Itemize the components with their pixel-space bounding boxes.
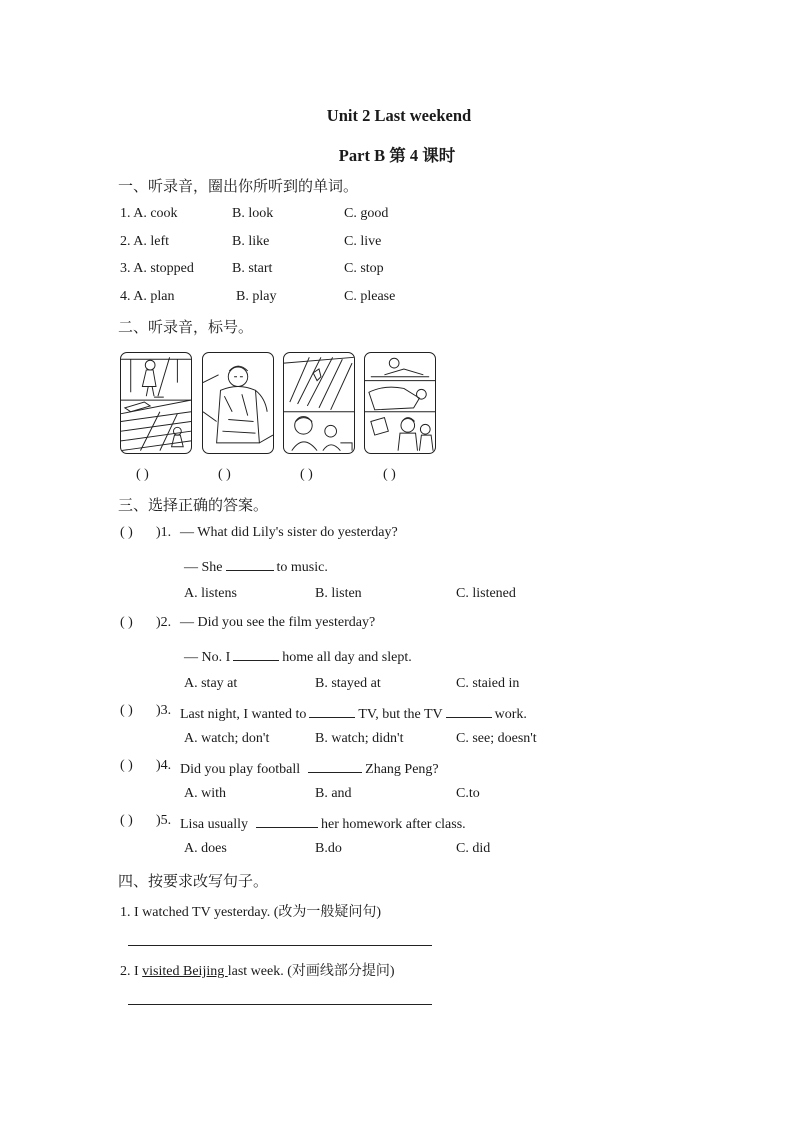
section1-heading: 一、听录音，圈出你所听到的单词。 <box>118 177 359 195</box>
s2-suffix: last week. (对画线部分提问) <box>227 964 395 979</box>
picture-3-bracket[interactable]: ( ) <box>300 467 313 482</box>
q4-option-a: A. with <box>184 786 226 801</box>
q3-option-c: C. see; doesn't <box>456 731 537 746</box>
s1-row3-b: B. start <box>232 261 273 276</box>
answer-line-1[interactable] <box>128 945 432 946</box>
q5-number: )5. <box>156 813 172 828</box>
q4-text-2: Zhang Peng? <box>365 762 439 777</box>
q5-question <box>180 813 466 833</box>
q3-text-2: TV, but the TV <box>358 707 443 722</box>
picture-3 <box>283 352 355 454</box>
q3-blank-1[interactable] <box>309 703 355 718</box>
s1-row4-c: C. please <box>344 289 396 304</box>
q3-option-a: A. watch; don't <box>184 731 270 746</box>
q4-text-1: Did you play football <box>180 762 301 777</box>
q1-option-b: B. listen <box>315 586 362 601</box>
s1-row4-a: 4. A. plan <box>120 289 175 304</box>
q1-line2 <box>184 556 328 576</box>
q4-option-b: B. and <box>315 786 352 801</box>
q3-blank-2[interactable] <box>446 703 492 718</box>
s2-underlined: visited Beijing <box>142 964 228 979</box>
q2-line2-end: home all day and slept. <box>282 650 412 665</box>
q2-blank[interactable] <box>233 646 279 661</box>
q1-blank[interactable] <box>226 556 274 571</box>
s1-row3-a: 3. A. stopped <box>120 261 194 276</box>
q4-question <box>180 758 439 778</box>
q5-text-2: her homework after class. <box>321 817 466 832</box>
q5-option-c: C. did <box>456 841 491 856</box>
rewrite-sentence-1: 1. I watched TV yesterday. (改为一般疑问句) <box>120 905 382 920</box>
picture-4 <box>364 352 436 454</box>
q1-line2-end: to music. <box>276 560 328 575</box>
section4-heading: 四、按要求改写句子。 <box>118 872 269 890</box>
q4-blank[interactable] <box>308 758 362 773</box>
q2-option-c: C. staied in <box>456 676 520 691</box>
q5-answer-paren[interactable]: ( ) <box>120 813 133 828</box>
q2-question: — Did you see the film yesterday? <box>180 615 376 630</box>
q1-question: — What did Lily's sister do yesterday? <box>180 525 398 540</box>
q4-option-c: C.to <box>456 786 480 801</box>
q2-option-a: A. stay at <box>184 676 238 691</box>
picture-4-bracket[interactable]: ( ) <box>383 467 396 482</box>
s2-prefix: 2. I <box>120 964 143 979</box>
q1-line2-start: — She <box>184 560 223 575</box>
q4-number: )4. <box>156 758 172 773</box>
s1-row2-a: 2. A. left <box>120 234 169 249</box>
s1-row2-b: B. like <box>232 234 270 249</box>
q1-answer-paren[interactable]: ( ) <box>120 525 133 540</box>
section2-heading: 二、听录音，标号。 <box>118 318 254 336</box>
picture-2-bracket[interactable]: ( ) <box>218 467 231 482</box>
q1-number: )1. <box>156 525 172 540</box>
picture-1 <box>120 352 192 454</box>
s1-row2-c: C. live <box>344 234 382 249</box>
rewrite-sentence-2 <box>120 960 395 980</box>
q5-option-a: A. does <box>184 841 227 856</box>
q5-text-1: Lisa usually <box>180 817 249 832</box>
q2-option-b: B. stayed at <box>315 676 381 691</box>
s1-row1-b: B. look <box>232 206 274 221</box>
q3-answer-paren[interactable]: ( ) <box>120 703 133 718</box>
answer-line-2[interactable] <box>128 1004 432 1005</box>
q1-option-a: A. listens <box>184 586 237 601</box>
q2-line2 <box>184 646 412 666</box>
sick-in-bed-illustration <box>203 353 273 453</box>
page-title: Unit 2 Last weekend <box>326 106 472 125</box>
q3-number: )3. <box>156 703 172 718</box>
picture-1-bracket[interactable]: ( ) <box>136 467 149 482</box>
cinema-illustration <box>284 353 354 453</box>
s1-row1-c: C. good <box>344 206 389 221</box>
q3-question <box>180 703 527 723</box>
relaxing-illustration <box>365 353 435 453</box>
q3-text-3: work. <box>494 707 527 722</box>
q3-text-1: Last night, I wanted to <box>180 707 307 722</box>
q3-option-b: B. watch; didn't <box>315 731 404 746</box>
q2-line2-start: — No. I <box>184 650 231 665</box>
q2-answer-paren[interactable]: ( ) <box>120 615 133 630</box>
q5-blank[interactable] <box>256 813 318 828</box>
s1-row1-a: 1. A. cook <box>120 206 178 221</box>
section3-heading: 三、选择正确的答案。 <box>118 496 269 514</box>
s1-row3-c: C. stop <box>344 261 384 276</box>
picture-2 <box>202 352 274 454</box>
page-subtitle: Part B 第 4 课时 <box>338 146 456 165</box>
cleaning-illustration <box>121 353 191 453</box>
q2-number: )2. <box>156 615 172 630</box>
q5-option-b: B.do <box>315 841 342 856</box>
s1-row4-b: B. play <box>236 289 277 304</box>
q1-option-c: C. listened <box>456 586 516 601</box>
q4-answer-paren[interactable]: ( ) <box>120 758 133 773</box>
